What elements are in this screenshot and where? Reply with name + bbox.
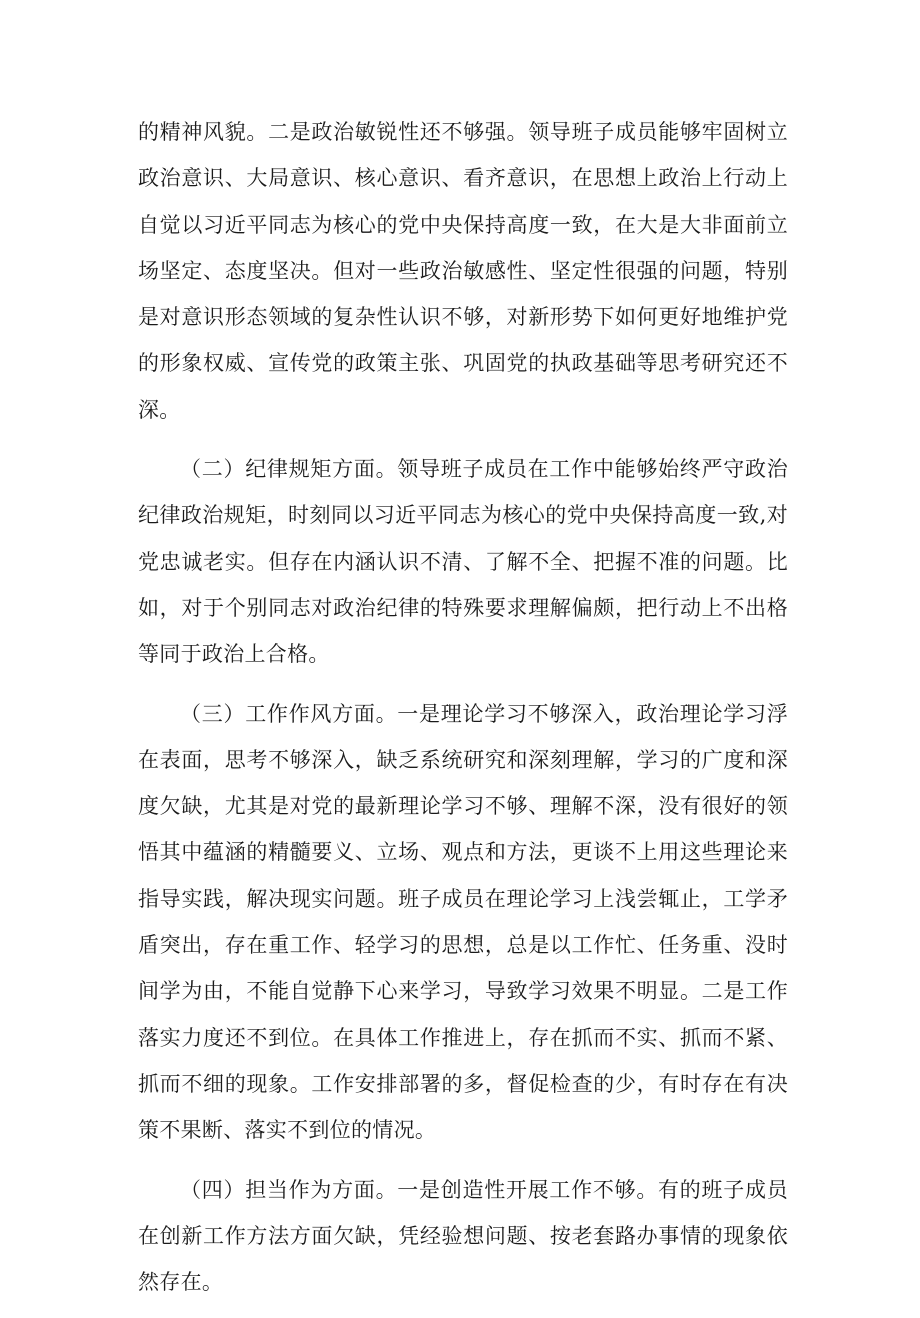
document-body bbox=[138, 109, 788, 1318]
paragraph-responsibility: （四）担当作为方面。一是创造性开展工作不够。有的班子成员在创新工作方法方面欠缺，凭经验想问题、按老套路办事情的现象依然存在。 bbox=[138, 1177, 788, 1295]
paragraph-discipline-rules: （二）纪律规矩方面。领导班子成员在工作中能够始终严守政治纪律政治规矩，时刻同以习近平同志为核心的党中央保持高度一致,对党忠诚老实。但存在内涵认识不清、了解不全、把握不准的问题。比如，对于个别同志对政治纪律的特殊要求理解偏颇，把行动上不出格等同于政治上合格。 bbox=[138, 457, 788, 667]
paragraph-political-sensitivity: 的精神风貌。二是政治敏锐性还不够强。领导班子成员能够牢固树立政治意识、大局意识、核心意识、看齐意识，在思想上政治上行动上自觉以习近平同志为核心的党中央保持高度一致，在大是大非面前立场坚定、态度坚决。但对一些政治敏感性、坚定性很强的问题，特别是对意识形态领域的复杂性认识不够，对新形势下如何更好地维护党的形象权威、宣传党的政策主张、巩固党的执政基础等思考研究还不深。 bbox=[138, 120, 788, 422]
paragraph-work-style: （三）工作作风方面。一是理论学习不够深入，政治理论学习浮在表面，思考不够深入，缺乏系统研究和深刻理解，学习的广度和深度欠缺，尤其是对党的最新理论学习不够、理解不深，没有很好的领悟其中蕴涵的精髓要义、立场、观点和方法，更谈不上用这些理论来指导实践，解决现实问题。班子成员在理论学习上浅尝辄止，工学矛盾突出，存在重工作、轻学习的思想，总是以工作忙、任务重、没时间学为由，不能自觉静下心来学习，导致学习效果不明显。二是工作落实力度还不到位。在具体工作推进上，存在抓而不实、抓而不紧、抓而不细的现象。工作安排部署的多，督促检查的少，有时存在有决策不果断、落实不到位的情况。 bbox=[138, 701, 788, 1143]
